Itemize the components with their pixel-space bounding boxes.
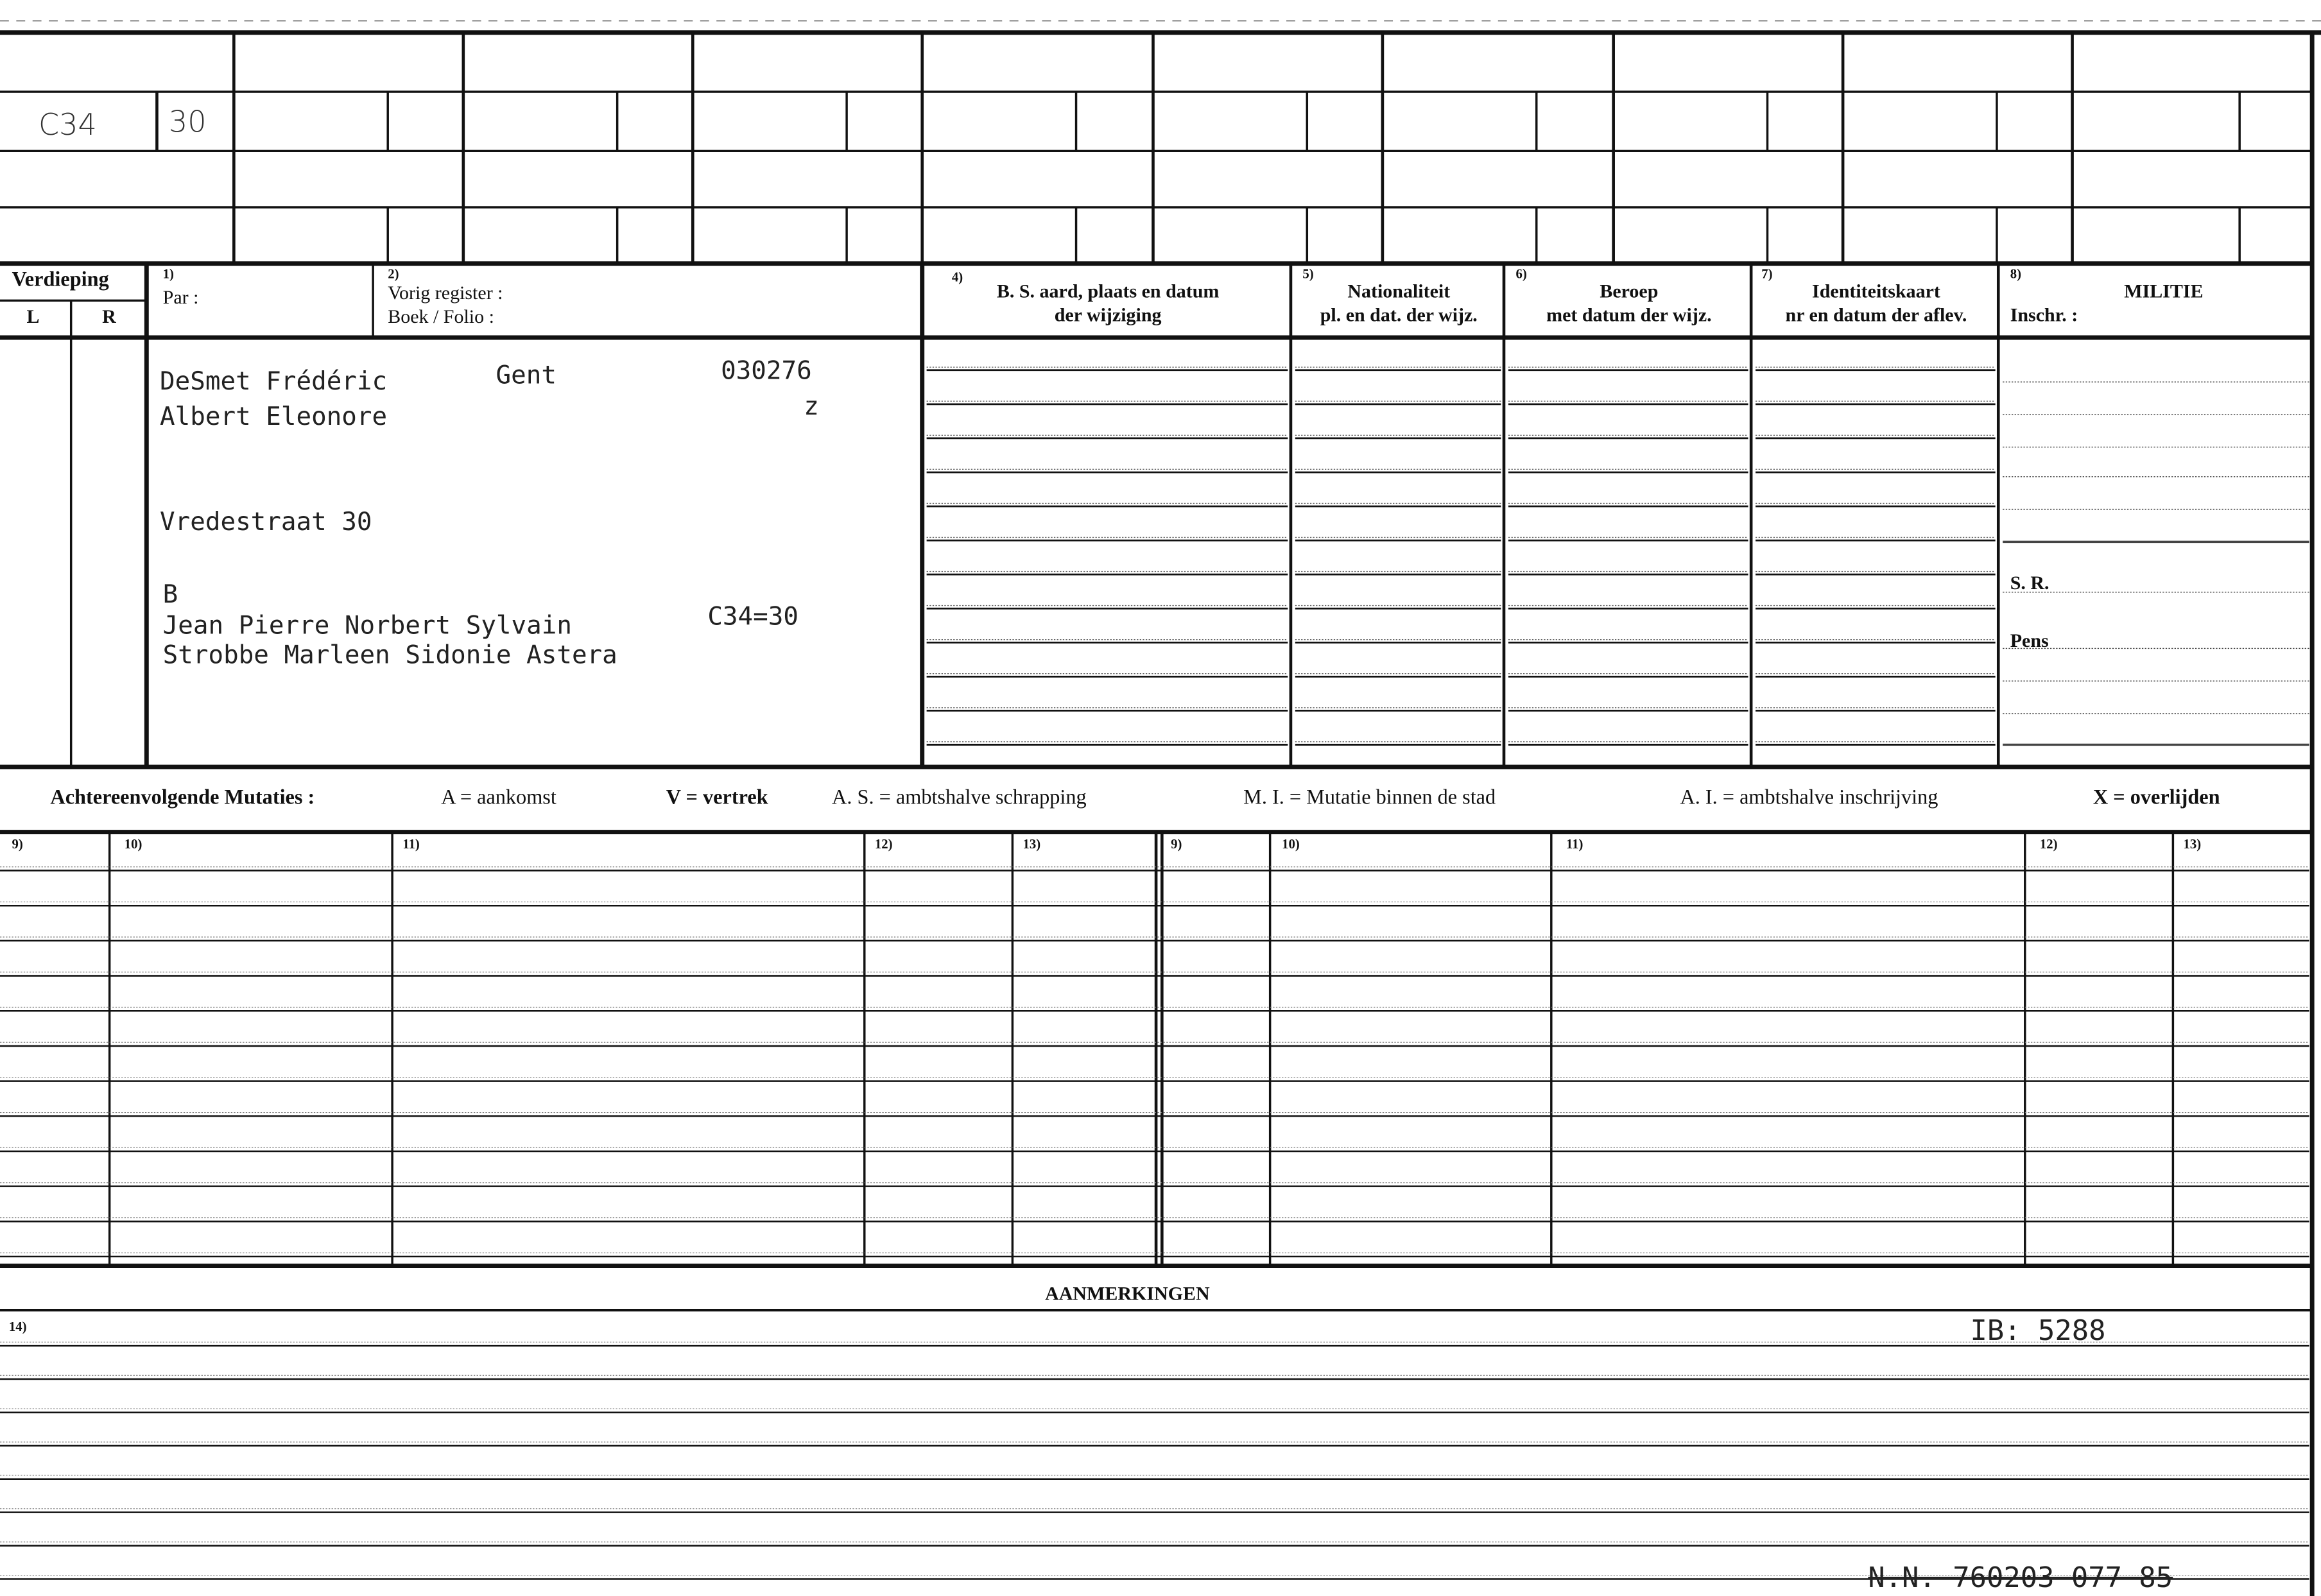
legend-v: V = vertrek bbox=[666, 787, 768, 810]
legend-as: A. S. = ambtshalve schrapping bbox=[832, 787, 1087, 810]
person-birth-code: 030276 bbox=[721, 356, 812, 387]
militie-pens-label: Pens bbox=[2010, 629, 2049, 652]
header-col8-num: 8) bbox=[2010, 266, 2022, 282]
legend-mi: M. I. = Mutatie binnen de stad bbox=[1243, 787, 1496, 810]
cell-number: 30 bbox=[168, 103, 207, 139]
header-verdieping: Verdieping bbox=[12, 269, 109, 292]
header-col1-label: Par : bbox=[162, 286, 199, 308]
remarks-nn-code: N.N. 760203 077 85 bbox=[1868, 1561, 2173, 1595]
mut-num-9a: 9) bbox=[12, 836, 23, 852]
mut-num-11b: 11) bbox=[1566, 836, 1583, 852]
remarks-num: 14) bbox=[8, 1319, 27, 1334]
mut-num-13a: 13) bbox=[1022, 836, 1041, 852]
person-birthplace: Gent bbox=[496, 361, 557, 391]
person-ref-code: C34=30 bbox=[707, 602, 798, 633]
header-col2-sub: Boek / Folio : bbox=[388, 305, 494, 327]
legend-title: Achtereenvolgende Mutaties : bbox=[50, 787, 315, 810]
header-col1-num: 1) bbox=[162, 266, 174, 282]
header-col4-sub: der wijziging bbox=[1054, 303, 1162, 326]
header-left: L bbox=[26, 305, 40, 327]
header-col5-num: 5) bbox=[1302, 266, 1314, 282]
header-col8-label: MILITIE bbox=[2124, 280, 2204, 302]
person-name-line1: DeSmet Frédéric bbox=[160, 367, 388, 397]
person-name-line2: Albert Eleonore bbox=[160, 402, 388, 433]
header-col8-sub: Inschr. : bbox=[2010, 303, 2078, 326]
header-col5-sub: pl. en dat. der wijz. bbox=[1320, 303, 1478, 326]
legend-ai: A. I. = ambtshalve inschrijving bbox=[1680, 787, 1938, 810]
person-mother: Strobbe Marleen Sidonie Astera bbox=[162, 640, 617, 671]
header-col6-num: 6) bbox=[1515, 266, 1527, 282]
remarks-title: AANMERKINGEN bbox=[1045, 1282, 1210, 1305]
header-col7-sub: nr en datum der aflev. bbox=[1785, 303, 1967, 326]
mut-num-13b: 13) bbox=[2183, 836, 2202, 852]
header-col2-label: Vorig register : bbox=[388, 281, 503, 304]
mut-num-11a: 11) bbox=[402, 836, 420, 852]
cell-code: C34 bbox=[38, 107, 97, 142]
mut-num-12a: 12) bbox=[874, 836, 893, 852]
header-col6-label: Beroep bbox=[1600, 280, 1659, 302]
header-col2-num: 2) bbox=[388, 266, 399, 282]
person-address: Vredestraat 30 bbox=[160, 508, 372, 538]
header-col6-sub: met datum der wijz. bbox=[1546, 303, 1712, 326]
mut-num-9b: 9) bbox=[1171, 836, 1182, 852]
header-col4-label: B. S. aard, plaats en datum bbox=[996, 280, 1220, 302]
legend-a: A = aankomst bbox=[441, 787, 557, 810]
header-col7-label: Identiteitskaart bbox=[1812, 280, 1940, 302]
header-col7-num: 7) bbox=[1761, 266, 1773, 282]
mut-num-12b: 12) bbox=[2039, 836, 2058, 852]
remarks-id-code: IB: 5288 bbox=[1970, 1314, 2106, 1348]
person-letter: B bbox=[162, 580, 178, 610]
mut-num-10a: 10) bbox=[124, 836, 142, 852]
header-col4-num: 4) bbox=[951, 269, 963, 284]
militie-sr-label: S. R. bbox=[2010, 571, 2049, 594]
legend-x: X = overlijden bbox=[2092, 787, 2220, 810]
person-sex: z bbox=[804, 392, 819, 422]
mut-num-10b: 10) bbox=[1282, 836, 1300, 852]
person-father: Jean Pierre Norbert Sylvain bbox=[162, 611, 572, 641]
header-right: R bbox=[102, 305, 116, 327]
header-col5-label: Nationaliteit bbox=[1347, 280, 1451, 302]
